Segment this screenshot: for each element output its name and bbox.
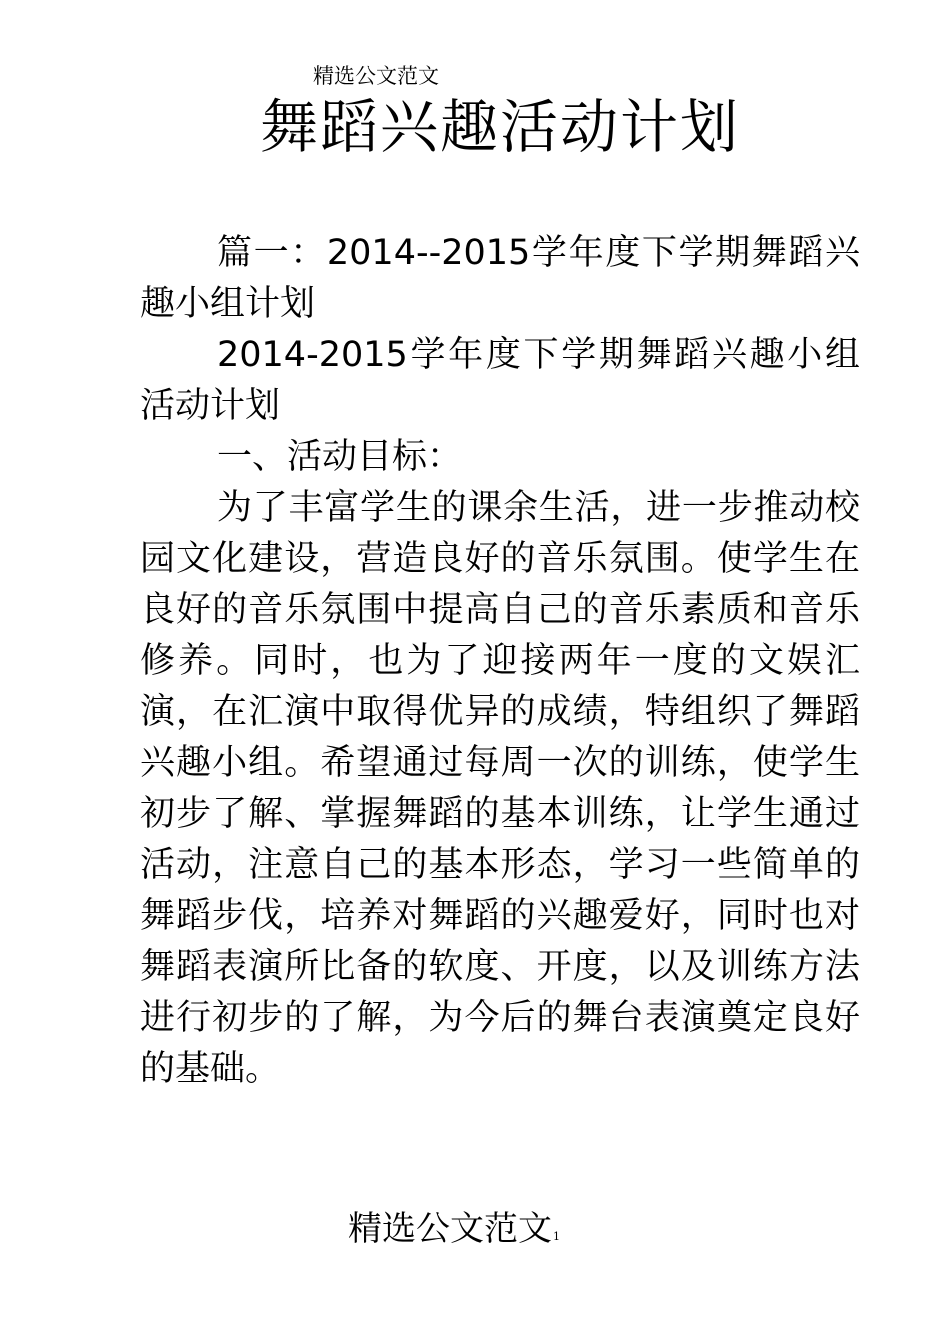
page-footer	[348, 1206, 560, 1260]
document-title: 舞蹈兴趣活动计划	[259, 93, 740, 161]
page-number: 1	[553, 1230, 560, 1243]
footer-label: 精选公文范文	[348, 1209, 552, 1249]
paragraph-plan-title: 2014-2015学年度下学期舞蹈兴趣小组活动计划	[140, 335, 860, 426]
paragraph-section-heading: 篇一：2014--2015学年度下学期舞蹈兴趣小组计划	[140, 233, 860, 324]
paragraph-objectives-heading: 一、活动目标：	[217, 437, 463, 477]
paragraph-objectives-body: 为了丰富学生的课余生活，进一步推动校园文化建设，营造良好的音乐氛围。使学生在良好的音乐氛围中提高自己的音乐素质和音乐修养。同时，也为了迎接两年一度的文娱汇演，在汇演中取得优异的成绩，特组织了舞蹈兴趣小组。希望通过每周一次的训练，使学生初步了解、掌握舞蹈的基本训练，让学生通过活动，注意自己的基本形态，学习一些简单的舞蹈步伐，培养对舞蹈的兴趣爱好，同时也对舞蹈表演所比备的软度、开度，以及训练方法进行初步的了解，为今后的舞台表演奠定良好的基础。	[140, 488, 860, 1089]
page-header: 精选公文范文	[313, 64, 439, 88]
document-body	[140, 228, 860, 1095]
